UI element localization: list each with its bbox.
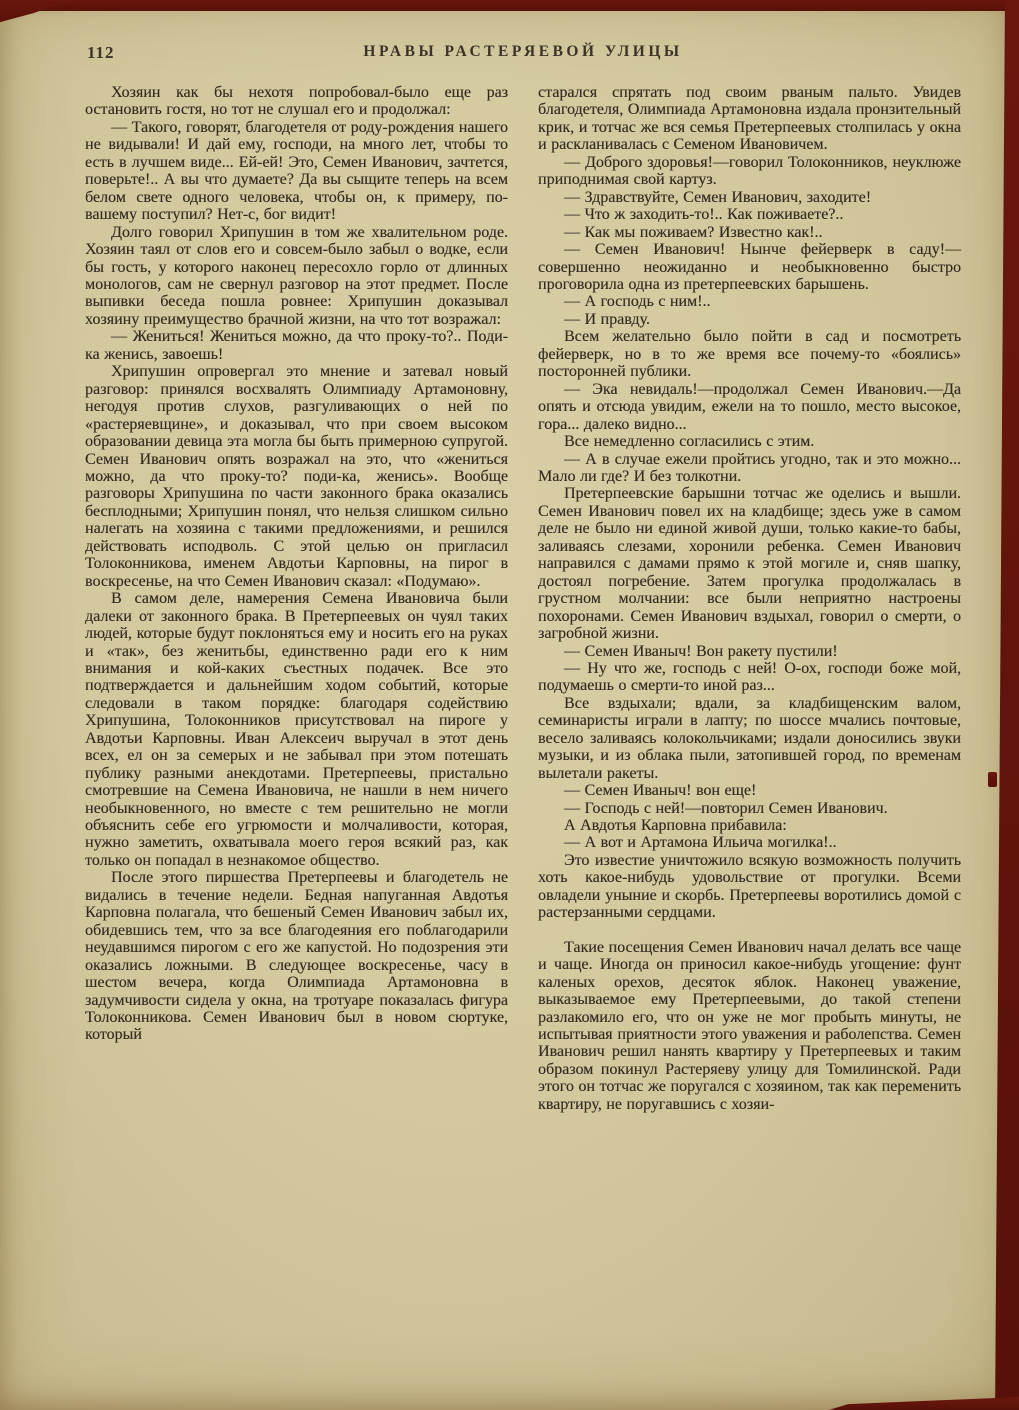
scan-edge-top	[0, 0, 1019, 11]
text-columns	[85, 84, 961, 1113]
paragraph: Претерпеевские барышни тотчас же оделись и вышли. Семен Иванович повел их на кладбище; здесь уже в самом деле не было ни единой живой души, только какие-то бабы, заливаясь слезами, хоронили ребенка. Семен Иванович направился с дамами прямо к этой могиле и, сняв шапку, достоял погребение. Затем прогулка продолжалась в грустном молчании: все были неприятно настроены похоронами. Семен Иванович вздыхал, говорил о смерти, о загробной жизни.	[538, 485, 961, 643]
paragraph: — Жениться! Жениться можно, да что проку-то?.. Поди-ка женись, завоешь!	[85, 328, 508, 363]
running-header: НРАВЫ РАСТЕРЯЕВОЙ УЛИЦЫ	[363, 43, 683, 60]
paragraph: Все вздыхали; вдали, за кладбищенским валом, семинаристы играли в лапту; по шоссе мчались почтовые, весело заливаясь колокольчиками; издали доносились звуки музыки, и из облака пыли, затопившей город, по временам вылетали ракеты.	[538, 694, 961, 782]
paragraph: Все немедленно согласились с этим.	[564, 433, 815, 451]
paragraph: Долго говорил Хрипушин в том же хвалительном роде. Хозяин таял от слов его и совсем-было забыл о водке, если бы гость, у которого наконец пересохло горло от длинных монологов, сам не свернул разговор на этот предмет. После выпивки беседа пошла ровнее: Хрипушин доказывал хозяину преимущество брачной жизни, на что тот возражал:	[85, 223, 508, 328]
page-header	[85, 40, 961, 70]
paragraph: Это известие уничтожило всякую возможность получить хоть какое-нибудь удовольствие от прогулки. Всеми овладели уныние и скорбь. Претерпеевы воротились домой с растерзанными сердцами.	[538, 851, 961, 922]
paragraph: — Ну что же, господь с ней! О-ох, господи боже мой, подумаешь о смерти-то иной раз...	[538, 659, 961, 695]
paragraph: — Семен Иваныч! вон еще!	[564, 782, 757, 800]
paragraph: После этого пиршества Претерпеевы и благодетель не видались в течение недели. Бедная напуганная Авдотья Карповна полагала, что бешеный Семен Иванович забыл их, обидевшись тем, что за все благодеяния его поблагодарили неудавшимся пирогом с его же капустой. Но подозрения эти оказались ложными. В следующее воскресенье, часу в шестом вечера, когда Олимпиада Артамоновна в задумчивости сидела у окна, на тротуаре показалась фигура Толоконникова. Семен Иванович был в новом сюртуке, который	[85, 869, 508, 1044]
section-break	[538, 922, 961, 939]
paragraph: — Как мы поживаем? Известно как!..	[564, 223, 823, 241]
paragraph: — А вот и Артамона Ильича могилка!..	[564, 834, 837, 852]
paragraph: — Семен Иваныч! Вон ракету пустили!	[564, 642, 838, 660]
paragraph: Хрипушин опровергал это мнение и затевал новый разговор: принялся восхвалять Олимпиаду Артамоновну, негодуя против слухов, разгуливающих о ней по «растеряевщине», и доказывал, что при своем высоком образовании девица эта могла бы быть примерною супругой. Семен Иванович опять возражал на это, что «жениться можно, да что проку-то? поди-ка, женись». Вообще разговоры Хрипушина по части законного брака оказались бесплодными; Хрипушин понял, что нельзя слишком сильно налегать на хозяина с такими предложениями, и решился действовать исподволь. С этой целью он пригласил Толоконникова, именем Авдотьи Карповны, на пирог в воскресенье, на что Семен Иванович сказал: «Подумаю».	[85, 363, 508, 590]
paragraph: — Эка невидаль!—продолжал Семен Иванович.—Да опять и отсюда увидим, ежели на то пошло, место высокое, гора... далеко видно...	[538, 380, 961, 433]
paragraph: — И правду.	[564, 310, 650, 328]
text-column-right	[538, 84, 961, 1113]
text-column-left	[85, 84, 508, 1113]
scan-edge-notch	[988, 772, 997, 787]
paragraph: старался спрятать под своим рваным пальто. Увидев благодетеля, Олимпиада Артамоновна издала пронзительный крик, и тотчас же вся семья Претерпеевых столпилась у окна и раскланивалась с Семеном Ивановичем.	[538, 84, 961, 154]
paragraph: — Доброго здоровья!—говорил Толоконников, неуклюже приподнимая свой картуз.	[538, 153, 961, 189]
paragraph: Такие посещения Семен Иванович начал делать все чаще и чаще. Иногда он приносил какое-нибудь угощение: фунт каленых орехов, десяток яблок. Наконец уважение, выказываемое ему Претерпеевыми, до такой степени разлакомило его, что он уже не мог пробыть минуты, не испытывая приятности этого уважения и раболепства. Семен Иванович решил нанять квартиру у Претерпеевых и таким образом покинул Растеряеву улицу для Томилинской. Ради этого он тотчас же поругался с хозяином, так как переменить квартиру, не поругавшись с хозяи-	[538, 938, 961, 1113]
paragraph: — Господь с ней!—повторил Семен Иванович.	[564, 799, 888, 817]
paragraph: Всем желательно было пойти в сад и посмотреть фейерверк, но в то же время все почему-то «боялись» посторонней публики.	[538, 328, 961, 381]
paragraph: А Авдотья Карповна прибавила:	[564, 817, 787, 835]
paragraph: — А господь с ним!..	[564, 293, 711, 311]
paragraph: — Здравствуйте, Семен Иванович, заходите!	[564, 188, 872, 206]
page-content	[85, 40, 961, 1113]
paragraph: — Что ж заходить-то!.. Как поживаете?..	[564, 206, 844, 224]
paragraph: — Семен Иванович! Нынче фейерверк в саду!—совершенно неожиданно и необыкновенно быстро проговорила одна из претерпеевских барышень.	[538, 241, 961, 293]
paragraph: — Такого, говорят, благодетеля от роду-рождения нашего не видывали! И дай ему, господи, на много лет, чтобы то есть в лучшем виде... Ей-ей! Это, Семен Иванович, зачтется, поверьте!.. А вы что думаете? Да вы сыщите теперь на всем белом свете одного человека, чтобы он, к примеру, по-вашему поступил? Нет-с, бог видит!	[85, 118, 508, 224]
paragraph: Хозяин как бы нехотя попробовал-было еще раз остановить гостя, но тот не слушал его и продолжал:	[85, 84, 508, 119]
paragraph: — А в случае ежели пройтись угодно, так и это можно... Мало ли где? И без толкотни.	[538, 450, 961, 485]
page-number: 112	[87, 43, 115, 62]
paragraph: В самом деле, намерения Семена Ивановича были далеки от законного брака. В Претерпеевых он чуял таких людей, которые будут поклоняться ему и носить его на руках и «так», без женитьбы, единственно ради его к ним внимания и кой-каких съестных подачек. Все это подтверждается и дальнейшим ходом событий, которые следовали в таком порядке: благодаря содействию Хрипушина, Толоконников присутствовал на пироге у Авдотьи Карповны. Иван Алексеич выручал в этот день всех, ел он за семерых и не забывал при этом потешать публику разными анекдотами. Претерпеевы, пристально смотревшие на Семена Ивановича, не нашли в нем ничего необыкновенного, но вместе с тем решительно не могли объяснить себе его угрюмости и молчаливости, которая, нужно заметить, охватывала моего героя всякий раз, как только он попадал в незнакомое общество.	[85, 590, 508, 869]
